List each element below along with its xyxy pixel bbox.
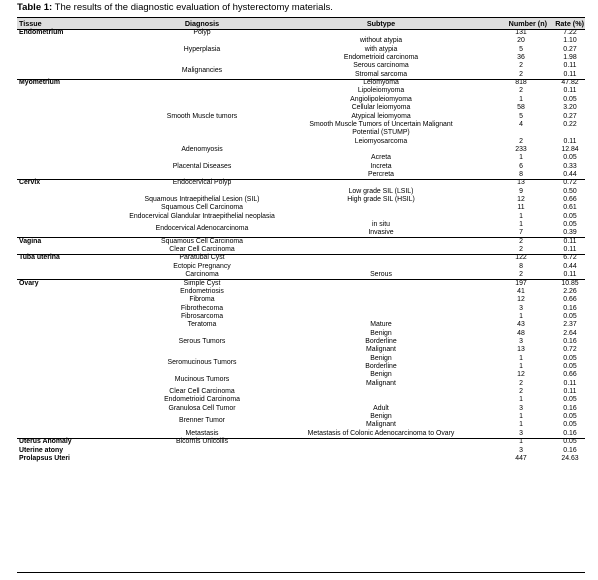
cell-number: 2 bbox=[519, 379, 523, 387]
cell-number: 8 bbox=[519, 170, 523, 178]
cell-rate: 0.22 bbox=[563, 120, 577, 128]
cell-diagnosis: Clear Cell Carcinoma bbox=[169, 388, 235, 396]
cell-diagnosis: Hyperplasia bbox=[183, 45, 221, 53]
cell-tissue: Ovary bbox=[19, 279, 39, 287]
cell-number: 2 bbox=[519, 246, 523, 254]
table-body bbox=[17, 29, 585, 572]
cell-rate: 0.16 bbox=[563, 404, 577, 412]
cell-subtype: Low grade SIL (LSIL) bbox=[348, 187, 414, 195]
cell-number: 2 bbox=[519, 237, 523, 245]
cell-subtype: with atypia bbox=[364, 45, 398, 53]
cell-rate: 2.26 bbox=[563, 287, 577, 295]
cell-number: 1 bbox=[519, 421, 523, 429]
cell-rate: 12.84 bbox=[561, 145, 579, 153]
cell-subtype: Borderline bbox=[365, 337, 397, 345]
cell-subtype: Mature bbox=[370, 321, 392, 329]
cell-rate: 0.05 bbox=[563, 421, 577, 429]
cell-subtype: Acreta bbox=[371, 154, 391, 162]
cell-rate: 0.27 bbox=[563, 45, 577, 53]
cell-subtype: Percreta bbox=[367, 170, 395, 178]
cell-number: 197 bbox=[515, 279, 527, 287]
cell-number: 233 bbox=[515, 145, 527, 153]
cell-rate: 0.16 bbox=[563, 429, 577, 437]
cell-number: 2 bbox=[519, 70, 523, 78]
cell-number: 58 bbox=[517, 104, 525, 112]
cell-number: 1 bbox=[519, 354, 523, 362]
cell-number: 5 bbox=[519, 112, 523, 120]
cell-rate: 0.05 bbox=[563, 95, 577, 103]
cell-subtype: Invasive bbox=[368, 229, 394, 237]
cell-rate: 0.05 bbox=[563, 438, 577, 446]
cell-number: 3 bbox=[519, 429, 523, 437]
cell-subtype: High grade SIL (HSIL) bbox=[347, 196, 415, 203]
cell-number: 9 bbox=[519, 187, 523, 195]
cell-rate: 2.64 bbox=[563, 329, 577, 337]
cell-number: 12 bbox=[517, 371, 525, 379]
cell-tissue: Cervix bbox=[19, 179, 41, 187]
cell-rate: 0.66 bbox=[563, 296, 577, 304]
cell-subtype: Lipoleiomyoma bbox=[357, 87, 405, 95]
cell-number: 11 bbox=[517, 204, 525, 212]
cell-rate: 0.16 bbox=[563, 446, 577, 454]
cell-subtype: Malignant bbox=[366, 346, 396, 354]
cell-diagnosis: Endometriosis bbox=[180, 287, 224, 295]
cell-diagnosis: Squamous Intraepithelial Lesion (SIL) bbox=[144, 196, 260, 203]
cell-number: 43 bbox=[517, 321, 525, 329]
cell-number: 2 bbox=[519, 62, 523, 70]
cell-number: 3 bbox=[519, 337, 523, 345]
cell-rate: 0.72 bbox=[563, 179, 577, 187]
cell-diagnosis: Simple Cyst bbox=[183, 279, 221, 287]
cell-rate: 24.63 bbox=[561, 454, 579, 462]
cell-diagnosis: Endocervical Polyp bbox=[172, 179, 232, 187]
cell-tissue: Uterus Anomaly bbox=[19, 438, 72, 446]
cell-subtype: Cellular leiomyoma bbox=[351, 104, 411, 112]
cell-rate: 0.11 bbox=[563, 87, 577, 95]
cell-number: 1 bbox=[519, 95, 523, 103]
cell-rate: 2.37 bbox=[563, 321, 577, 329]
cell-number: 1 bbox=[519, 413, 523, 421]
cell-diagnosis: Paratubal Cyst bbox=[179, 254, 225, 262]
cell-subtype: Adult bbox=[373, 404, 389, 412]
cell-rate: 0.66 bbox=[563, 196, 577, 203]
cell-rate: 0.11 bbox=[563, 137, 577, 145]
group-separator bbox=[17, 438, 585, 439]
cell-diagnosis: Polyp bbox=[193, 29, 211, 36]
cell-diagnosis: Endocervical Adenocarcinoma bbox=[155, 225, 249, 233]
cell-subtype: Increta bbox=[370, 162, 392, 170]
cell-number: 818 bbox=[515, 79, 527, 87]
cell-diagnosis: Seromucinous Tumors bbox=[167, 358, 237, 366]
cell-rate: 0.11 bbox=[563, 246, 577, 254]
cell-number: 13 bbox=[517, 346, 525, 354]
cell-rate: 0.50 bbox=[563, 187, 577, 195]
cell-subtype: Benign bbox=[370, 329, 392, 337]
cell-number: 1 bbox=[519, 438, 523, 446]
cell-rate: 6.72 bbox=[563, 254, 577, 262]
caption-label: Table 1: bbox=[17, 2, 53, 13]
cell-number: 3 bbox=[519, 404, 523, 412]
group-separator bbox=[17, 254, 585, 255]
cell-diagnosis: Ectopic Pregnancy bbox=[173, 262, 231, 270]
cell-subtype: in situ bbox=[371, 221, 391, 228]
header-tissue: Tissue bbox=[19, 19, 42, 28]
header-rate: Rate (%) bbox=[555, 19, 584, 28]
cell-diagnosis: Metastasis bbox=[185, 429, 219, 437]
cell-subtype: Smooth Muscle Tumors of Uncertain Malignant bbox=[309, 120, 453, 128]
cell-rate: 0.05 bbox=[563, 154, 577, 162]
cell-tissue: Tuba uterina bbox=[19, 254, 60, 262]
cell-number: 1 bbox=[519, 154, 523, 162]
cell-rate: 7.22 bbox=[563, 29, 577, 36]
cell-subtype: Benign bbox=[370, 413, 392, 421]
cell-subtype: Stromal sarcoma bbox=[354, 70, 408, 78]
cell-rate: 0.11 bbox=[563, 62, 577, 70]
cell-diagnosis: Squamous Cell Carcinoma bbox=[161, 204, 243, 212]
cell-rate: 0.66 bbox=[563, 371, 577, 379]
cell-rate: 0.44 bbox=[563, 170, 577, 178]
cell-rate: 0.05 bbox=[563, 396, 577, 404]
cell-number: 3 bbox=[519, 446, 523, 454]
cell-rate: 0.11 bbox=[563, 388, 577, 396]
cell-number: 20 bbox=[517, 37, 525, 45]
cell-rate: 0.05 bbox=[563, 413, 577, 421]
cell-diagnosis: Fibrosarcoma bbox=[180, 312, 224, 320]
cell-diagnosis: Fibrothecoma bbox=[180, 304, 224, 312]
cell-tissue: Endometrium bbox=[19, 29, 64, 36]
cell-subtype: Serous carcinoma bbox=[353, 62, 409, 70]
group-separator bbox=[17, 79, 585, 80]
cell-diagnosis: Endometrioid Carcinoma bbox=[164, 396, 240, 404]
cell-diagnosis: Adenomyosis bbox=[181, 145, 223, 153]
cell-subtype: Malignant bbox=[366, 421, 396, 429]
table-caption bbox=[17, 2, 333, 13]
cell-diagnosis: Smooth Muscle tumors bbox=[166, 112, 238, 120]
cell-rate: 1.98 bbox=[563, 54, 577, 61]
cell-diagnosis: Fibroma bbox=[189, 296, 215, 304]
cell-subtype: Metastasis of Colonic Adenocarcinoma to Ovary bbox=[307, 429, 455, 437]
cell-diagnosis: Serous Tumors bbox=[178, 337, 226, 345]
cell-diagnosis: Carcinoma bbox=[185, 271, 219, 279]
cell-number: 2 bbox=[519, 137, 523, 145]
cell-diagnosis: Bicornis Unicollis bbox=[175, 438, 229, 446]
header-diagnosis: Diagnosis bbox=[184, 19, 220, 28]
cell-rate: 0.05 bbox=[563, 363, 577, 370]
cell-number: 1 bbox=[519, 221, 523, 228]
cell-subtype: Atypical leiomyoma bbox=[351, 112, 411, 120]
cell-rate: 0.05 bbox=[563, 221, 577, 228]
cell-subtype: Benign bbox=[370, 354, 392, 362]
cell-tissue: Prolapsus Uteri bbox=[19, 454, 70, 462]
group-separator bbox=[17, 179, 585, 180]
cell-rate: 0.16 bbox=[563, 337, 577, 345]
cell-number: 2 bbox=[519, 388, 523, 396]
cell-rate: 0.11 bbox=[563, 271, 577, 279]
cell-number: 48 bbox=[517, 329, 525, 337]
cell-subtype: Potential (STUMP) bbox=[352, 129, 410, 137]
cell-rate: 0.39 bbox=[563, 229, 577, 237]
cell-subtype: without atypia bbox=[359, 37, 403, 45]
cell-number: 41 bbox=[517, 287, 525, 295]
cell-subtype: Leiomyosarcoma bbox=[354, 137, 408, 145]
cell-number: 1 bbox=[519, 312, 523, 320]
cell-diagnosis: Clear Cell Carcinoma bbox=[169, 246, 235, 254]
cell-diagnosis: Placental Diseases bbox=[172, 162, 232, 170]
table-bottom-rule bbox=[17, 572, 585, 573]
cell-number: 1 bbox=[519, 363, 523, 370]
cell-number: 2 bbox=[519, 271, 523, 279]
cell-rate: 0.05 bbox=[563, 212, 577, 220]
cell-rate: 10.85 bbox=[561, 279, 579, 287]
cell-rate: 0.05 bbox=[563, 354, 577, 362]
cell-number: 6 bbox=[519, 162, 523, 170]
cell-diagnosis: Malignancies bbox=[181, 66, 223, 74]
cell-subtype: Endometrioid carcinoma bbox=[343, 54, 419, 61]
cell-subtype: Angiolipoleiomyoma bbox=[350, 95, 412, 103]
cell-diagnosis: Endocervical Glandular Intraepithelial neoplasia bbox=[129, 212, 275, 220]
cell-number: 1 bbox=[519, 396, 523, 404]
cell-subtype: Borderline bbox=[365, 363, 397, 370]
cell-rate: 47.82 bbox=[561, 79, 579, 87]
group-separator bbox=[17, 279, 585, 280]
header-number: Number (n) bbox=[508, 19, 547, 28]
cell-number: 13 bbox=[517, 179, 525, 187]
cell-rate: 0.11 bbox=[563, 237, 577, 245]
cell-diagnosis: Teratoma bbox=[187, 321, 217, 329]
cell-tissue: Vagina bbox=[19, 237, 42, 245]
cell-rate: 3.20 bbox=[563, 104, 577, 112]
cell-number: 7 bbox=[519, 229, 523, 237]
cell-number: 2 bbox=[519, 87, 523, 95]
cell-number: 122 bbox=[515, 254, 527, 262]
cell-number: 447 bbox=[515, 454, 527, 462]
cell-rate: 0.61 bbox=[563, 204, 577, 212]
cell-number: 12 bbox=[517, 196, 525, 203]
cell-rate: 0.33 bbox=[563, 162, 577, 170]
cell-diagnosis: Brenner Tumor bbox=[179, 417, 225, 425]
cell-diagnosis: Mucinous Tumors bbox=[174, 375, 230, 383]
cell-number: 131 bbox=[515, 29, 527, 36]
cell-number: 12 bbox=[517, 296, 525, 304]
cell-rate: 1.10 bbox=[563, 37, 577, 45]
cell-diagnosis: Granulosa Cell Tumor bbox=[168, 404, 236, 412]
cell-number: 8 bbox=[519, 262, 523, 270]
cell-number: 5 bbox=[519, 45, 523, 53]
cell-rate: 0.16 bbox=[563, 304, 577, 312]
cell-rate: 0.27 bbox=[563, 112, 577, 120]
cell-subtype: Malignant bbox=[366, 379, 396, 387]
cell-number: 4 bbox=[519, 120, 523, 128]
cell-number: 36 bbox=[517, 54, 525, 61]
cell-number: 1 bbox=[519, 212, 523, 220]
cell-number: 3 bbox=[519, 304, 523, 312]
header-subtype: Subtype bbox=[366, 19, 396, 28]
cell-rate: 0.11 bbox=[563, 70, 577, 78]
cell-subtype: Leiomyoma bbox=[363, 79, 399, 87]
cell-rate: 0.44 bbox=[563, 262, 577, 270]
cell-subtype: Serous bbox=[370, 271, 392, 279]
cell-rate: 0.11 bbox=[563, 379, 577, 387]
caption-text: The results of the diagnostic evaluation of hysterectomy materials. bbox=[52, 2, 333, 13]
cell-subtype: Benign bbox=[370, 371, 392, 379]
cell-rate: 0.05 bbox=[563, 312, 577, 320]
cell-tissue: Uterine atony bbox=[19, 446, 64, 454]
cell-diagnosis: Squamous Cell Carcinoma bbox=[161, 237, 243, 245]
group-separator bbox=[17, 237, 585, 238]
cell-rate: 0.72 bbox=[563, 346, 577, 354]
cell-tissue: Myometrium bbox=[19, 79, 60, 87]
